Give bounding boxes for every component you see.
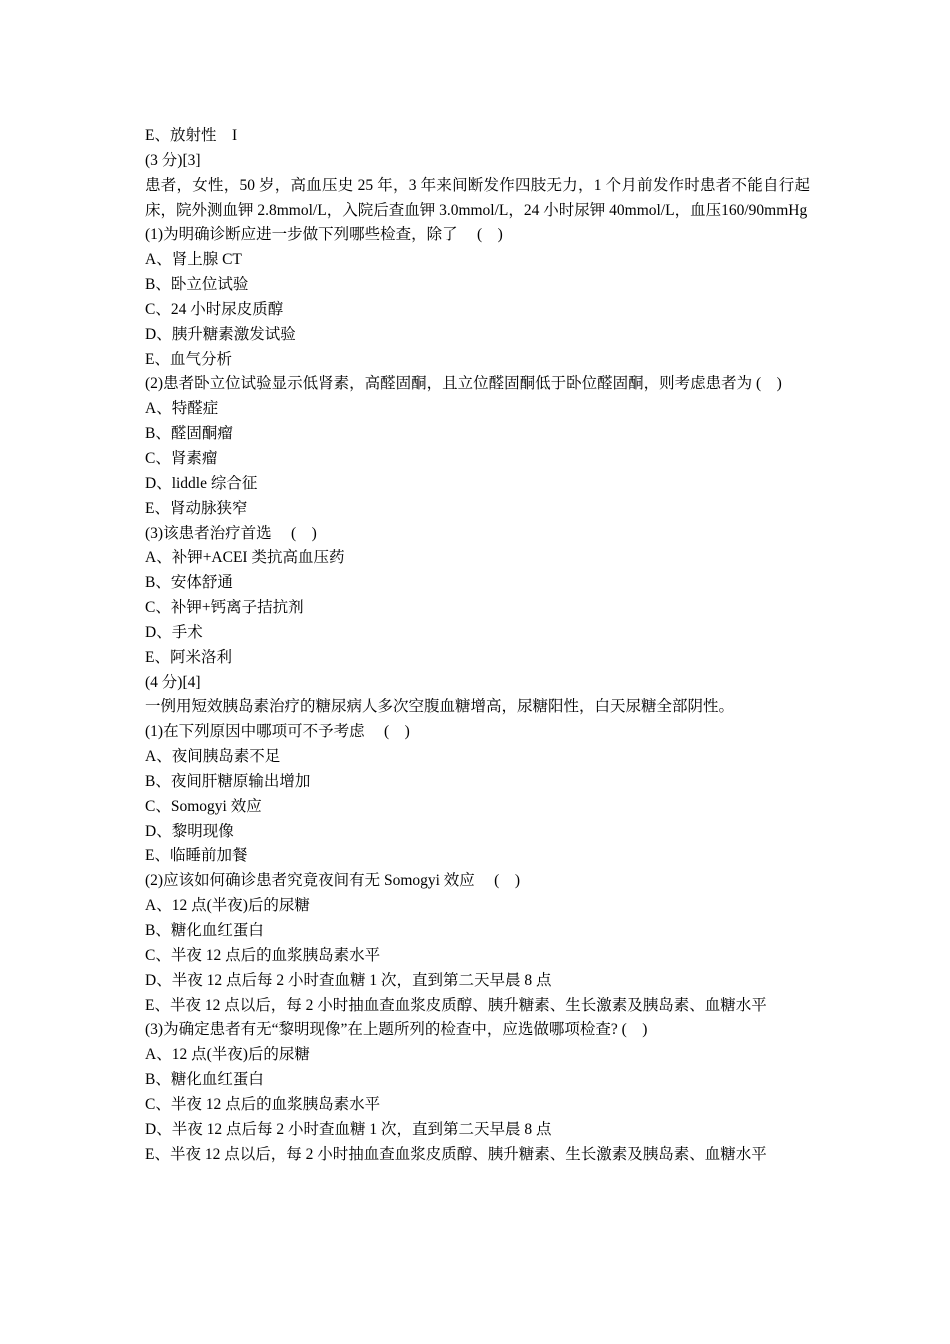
text-line: A、12 点(半夜)后的尿糖 (145, 897, 310, 915)
text-line: D、liddle 综合征 (145, 474, 258, 492)
text-line: C、半夜 12 点后的血浆胰岛素水平 (145, 1095, 381, 1113)
text-line: (2)应该如何确诊患者究竟夜间有无 Somogyi 效应 ( ) (145, 872, 521, 890)
text-line: A、12 点(半夜)后的尿糖 (145, 1046, 310, 1064)
text-paragraph: 患者，女性，50 岁，高血压史 25 年，3 年来间断发作四肢无力，1 个月前发作时患者不能自行起床，院外测血钾 2.8mmol/L，入院后查血钾 3.0mmol/L，24 小时尿钾 40mmol/L，血压160/90mmHg (145, 176, 810, 219)
text-line: 一例用短效胰岛素治疗的糖尿病人多次空腹血糖增高，尿糖阳性，白天尿糖全部阴性。 (145, 698, 735, 716)
text-line: (1)在下列原因中哪项可不予考虑 ( ) (145, 723, 410, 741)
text-paragraph: (2)患者卧立位试验显示低肾素，高醛固酮，且立位醛固酮低于卧位醛固酮，则考虑患者为 ( ) (145, 375, 782, 393)
text-line: E、临睡前加餐 (145, 847, 248, 865)
text-line: (1)为明确诊断应进一步做下列哪些检查，除了 ( ) (145, 226, 503, 244)
text-line: E、半夜 12 点以后，每 2 小时抽血查血浆皮质醇、胰升糖素、生长激素及胰岛素、血糖水平 (145, 1145, 767, 1163)
text-line: B、醛固酮瘤 (145, 425, 233, 443)
text-line: D、手术 (145, 623, 203, 641)
text-line: (4 分)[4] (145, 673, 201, 691)
text-line: D、半夜 12 点后每 2 小时查血糖 1 次，直到第二天早晨 8 点 (145, 971, 552, 989)
text-line: B、夜间肝糖原输出增加 (145, 772, 311, 790)
document-page (145, 124, 810, 1167)
text-line: (3 分)[3] (145, 151, 201, 169)
text-line: C、半夜 12 点后的血浆胰岛素水平 (145, 946, 381, 964)
text-line: C、24 小时尿皮质醇 (145, 300, 284, 318)
text-line: A、肾上腺 CT (145, 251, 242, 269)
text-line: A、补钾+ACEI 类抗高血压药 (145, 549, 345, 567)
text-line: A、特醛症 (145, 400, 219, 418)
text-line: C、补钾+钙离子拮抗剂 (145, 599, 304, 617)
text-line: A、夜间胰岛素不足 (145, 748, 281, 766)
text-line: B、安体舒通 (145, 574, 233, 592)
text-line: E、放射性 I (145, 127, 238, 144)
text-line: D、胰升糖素激发试验 (145, 325, 296, 343)
text-line: E、血气分析 (145, 350, 232, 368)
text-line: B、糖化血红蛋白 (145, 1071, 264, 1089)
text-line: D、黎明现像 (145, 822, 234, 840)
text-line: C、Somogyi 效应 (145, 797, 262, 815)
text-line: E、阿米洛利 (145, 648, 232, 666)
text-line: B、糖化血红蛋白 (145, 922, 264, 939)
text-line: E、肾动脉狭窄 (145, 499, 248, 517)
text-line: (3)该患者治疗首选 ( ) (145, 524, 317, 542)
text-line: B、卧立位试验 (145, 276, 249, 294)
text-line: (3)为确定患者有无“黎明现像”在上题所列的检查中，应选做哪项检查? ( ) (145, 1021, 648, 1039)
text-line: C、肾素瘤 (145, 449, 218, 467)
text-line: E、半夜 12 点以后，每 2 小时抽血查血浆皮质醇、胰升糖素、生长激素及胰岛素、血糖水平 (145, 996, 767, 1014)
text-line: D、半夜 12 点后每 2 小时查血糖 1 次，直到第二天早晨 8 点 (145, 1120, 552, 1138)
